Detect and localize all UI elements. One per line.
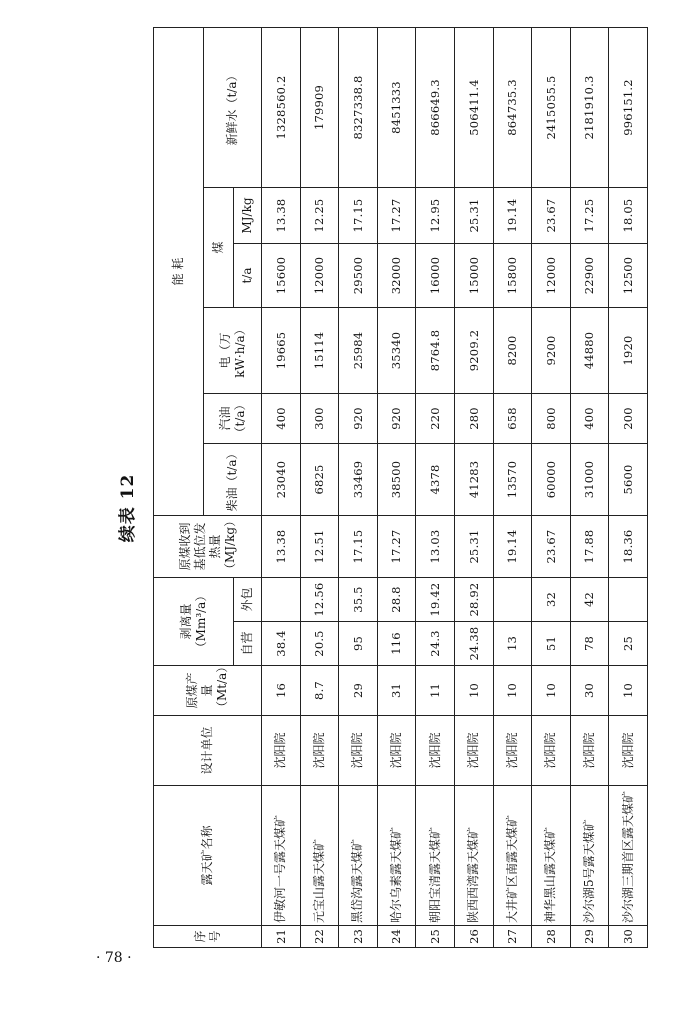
header-calorific: 原煤收到基低位发热量（MJ/kg） (154, 516, 262, 578)
cell-design-unit: 沈阳院 (609, 716, 648, 786)
cell-gasoline: 920 (377, 394, 416, 444)
cell-mine-name: 神华黑山露天煤矿 (532, 786, 571, 926)
table-row (609, 27, 648, 947)
cell-gasoline: 400 (570, 394, 609, 444)
cell-fresh-water: 506411.4 (454, 27, 493, 187)
cell-coal-mjkg: 19.14 (493, 188, 532, 244)
table-row (493, 27, 532, 947)
cell-diesel: 31000 (570, 444, 609, 516)
cell-coal-mjkg: 25.31 (454, 188, 493, 244)
cell-calorific: 17.88 (570, 516, 609, 578)
cell-coal-mjkg: 17.25 (570, 188, 609, 244)
table-row (532, 27, 571, 947)
header-mine-name: 露天矿名称 (154, 786, 262, 926)
cell-fresh-water: 8327338.8 (339, 27, 378, 187)
cell-coal-ta: 16000 (416, 244, 455, 308)
cell-seq: 27 (493, 926, 532, 948)
cell-design-unit: 沈阳院 (454, 716, 493, 786)
header-stripping-self: 自营 (234, 622, 262, 666)
cell-output: 31 (377, 666, 416, 716)
cell-stripping-outsource: 19.42 (416, 578, 455, 622)
cell-stripping-self: 20.5 (300, 622, 339, 666)
cell-diesel: 4378 (416, 444, 455, 516)
cell-output: 29 (339, 666, 378, 716)
cell-fresh-water: 8451333 (377, 27, 416, 187)
cell-coal-mjkg: 17.27 (377, 188, 416, 244)
cell-stripping-self: 51 (532, 622, 571, 666)
cell-electricity: 15114 (300, 308, 339, 394)
cell-fresh-water: 996151.2 (609, 27, 648, 187)
cell-seq: 25 (416, 926, 455, 948)
cell-seq: 21 (262, 926, 301, 948)
cell-stripping-outsource (493, 578, 532, 622)
cell-coal-mjkg: 12.95 (416, 188, 455, 244)
table-row (300, 27, 339, 947)
header-design-unit: 设计单位 (154, 716, 262, 786)
cell-output: 10 (532, 666, 571, 716)
cell-design-unit: 沈阳院 (339, 716, 378, 786)
cell-gasoline: 280 (454, 394, 493, 444)
header-stripping-outsource: 外包 (234, 578, 262, 622)
cell-stripping-self: 95 (339, 622, 378, 666)
cell-output: 10 (609, 666, 648, 716)
cell-calorific: 25.31 (454, 516, 493, 578)
cell-fresh-water: 179909 (300, 27, 339, 187)
cell-stripping-outsource (262, 578, 301, 622)
header-coal-ta: t/a (234, 244, 262, 308)
cell-gasoline: 920 (339, 394, 378, 444)
cell-design-unit: 沈阳院 (300, 716, 339, 786)
cell-stripping-self: 116 (377, 622, 416, 666)
cell-seq: 26 (454, 926, 493, 948)
cell-stripping-outsource: 42 (570, 578, 609, 622)
cell-coal-ta: 12500 (609, 244, 648, 308)
table-row (454, 27, 493, 947)
cell-coal-mjkg: 17.15 (339, 188, 378, 244)
cell-seq: 22 (300, 926, 339, 948)
table-row (416, 27, 455, 947)
header-energy: 能 耗 (154, 27, 204, 515)
cell-electricity: 9200 (532, 308, 571, 394)
cell-output: 11 (416, 666, 455, 716)
cell-design-unit: 沈阳院 (262, 716, 301, 786)
cell-electricity: 8764.8 (416, 308, 455, 394)
header-electricity: 电（万 kW·h/a） (204, 308, 262, 394)
header-coal: 煤 (204, 188, 234, 308)
cell-stripping-outsource: 28.92 (454, 578, 493, 622)
cell-calorific: 13.38 (262, 516, 301, 578)
cell-seq: 23 (339, 926, 378, 948)
cell-stripping-outsource: 28.8 (377, 578, 416, 622)
cell-coal-ta: 15800 (493, 244, 532, 308)
cell-mine-name: 沙尔湖5号露天煤矿 (570, 786, 609, 926)
cell-seq: 24 (377, 926, 416, 948)
page-number: · 78 · (96, 950, 132, 966)
cell-electricity: 35340 (377, 308, 416, 394)
cell-gasoline: 400 (262, 394, 301, 444)
cell-output: 10 (493, 666, 532, 716)
cell-coal-ta: 29500 (339, 244, 378, 308)
cell-coal-ta: 32000 (377, 244, 416, 308)
cell-fresh-water: 2181910.3 (570, 27, 609, 187)
header-stripping: 剥离量（Mm³/a） (154, 578, 234, 666)
cell-seq: 28 (532, 926, 571, 948)
cell-coal-ta: 15600 (262, 244, 301, 308)
cell-stripping-self: 25 (609, 622, 648, 666)
cell-fresh-water: 1328560.2 (262, 27, 301, 187)
cell-diesel: 23040 (262, 444, 301, 516)
cell-electricity: 9209.2 (454, 308, 493, 394)
cell-output: 10 (454, 666, 493, 716)
cell-calorific: 13.03 (416, 516, 455, 578)
cell-seq: 30 (609, 926, 648, 948)
cell-coal-mjkg: 18.05 (609, 188, 648, 244)
cell-calorific: 17.15 (339, 516, 378, 578)
cell-output: 30 (570, 666, 609, 716)
cell-stripping-outsource (609, 578, 648, 622)
cell-diesel: 6825 (300, 444, 339, 516)
cell-electricity: 25984 (339, 308, 378, 394)
cell-stripping-outsource: 35.5 (339, 578, 378, 622)
cell-mine-name: 黑岱沟露天煤矿 (339, 786, 378, 926)
cell-calorific: 19.14 (493, 516, 532, 578)
cell-coal-mjkg: 13.38 (262, 188, 301, 244)
cell-design-unit: 沈阳院 (532, 716, 571, 786)
cell-diesel: 41283 (454, 444, 493, 516)
header-coal-mjkg: MJ/kg (234, 188, 262, 244)
header-gasoline: 汽油（t/a） (204, 394, 262, 444)
cell-calorific: 17.27 (377, 516, 416, 578)
header-fresh-water: 新鲜水（t/a） (204, 27, 262, 187)
cell-design-unit: 沈阳院 (570, 716, 609, 786)
cell-seq: 29 (570, 926, 609, 948)
cell-output: 16 (262, 666, 301, 716)
table-row (262, 27, 301, 947)
cell-coal-ta: 12000 (300, 244, 339, 308)
cell-fresh-water: 2415055.5 (532, 27, 571, 187)
cell-diesel: 60000 (532, 444, 571, 516)
cell-gasoline: 800 (532, 394, 571, 444)
cell-coal-ta: 22900 (570, 244, 609, 308)
cell-diesel: 5600 (609, 444, 648, 516)
cell-stripping-outsource: 32 (532, 578, 571, 622)
table-row (339, 27, 378, 947)
cell-output: 8.7 (300, 666, 339, 716)
cell-electricity: 1920 (609, 308, 648, 394)
cell-stripping-self: 78 (570, 622, 609, 666)
cell-coal-ta: 12000 (532, 244, 571, 308)
cell-gasoline: 300 (300, 394, 339, 444)
table-row (570, 27, 609, 947)
header-seq: 序号 (154, 926, 262, 948)
header-diesel: 柴油（t/a） (204, 444, 262, 516)
cell-calorific: 23.67 (532, 516, 571, 578)
rotated-page-content (108, 68, 648, 948)
cell-mine-name: 元宝山露天煤矿 (300, 786, 339, 926)
cell-fresh-water: 864735.3 (493, 27, 532, 187)
cell-mine-name: 哈尔乌素露天煤矿 (377, 786, 416, 926)
cell-mine-name: 陕西西湾露天煤矿 (454, 786, 493, 926)
cell-calorific: 12.51 (300, 516, 339, 578)
cell-stripping-self: 38.4 (262, 622, 301, 666)
cell-design-unit: 沈阳院 (377, 716, 416, 786)
header-raw-coal-output: 原煤产量（Mt/a） (154, 666, 262, 716)
cell-coal-ta: 15000 (454, 244, 493, 308)
cell-mine-name: 沙尔湖三期首区露天煤矿 (609, 786, 648, 926)
cell-mine-name: 朝阳宝清露天煤矿 (416, 786, 455, 926)
cell-gasoline: 220 (416, 394, 455, 444)
cell-mine-name: 伊敏河一号露天煤矿 (262, 786, 301, 926)
cell-fresh-water: 866649.3 (416, 27, 455, 187)
cell-calorific: 18.36 (609, 516, 648, 578)
energy-consumption-table (153, 27, 648, 948)
cell-stripping-self: 24.3 (416, 622, 455, 666)
table-row (377, 27, 416, 947)
cell-gasoline: 658 (493, 394, 532, 444)
table-caption: 续表 12 (118, 473, 138, 543)
cell-mine-name: 大井矿区南露天煤矿 (493, 786, 532, 926)
cell-electricity: 8200 (493, 308, 532, 394)
cell-design-unit: 沈阳院 (493, 716, 532, 786)
cell-coal-mjkg: 23.67 (532, 188, 571, 244)
cell-gasoline: 200 (609, 394, 648, 444)
cell-diesel: 38500 (377, 444, 416, 516)
cell-design-unit: 沈阳院 (416, 716, 455, 786)
cell-electricity: 19665 (262, 308, 301, 394)
cell-electricity: 44880 (570, 308, 609, 394)
cell-coal-mjkg: 12.25 (300, 188, 339, 244)
cell-stripping-self: 24.38 (454, 622, 493, 666)
cell-stripping-outsource: 12.56 (300, 578, 339, 622)
cell-diesel: 13570 (493, 444, 532, 516)
cell-diesel: 33469 (339, 444, 378, 516)
cell-stripping-self: 13 (493, 622, 532, 666)
